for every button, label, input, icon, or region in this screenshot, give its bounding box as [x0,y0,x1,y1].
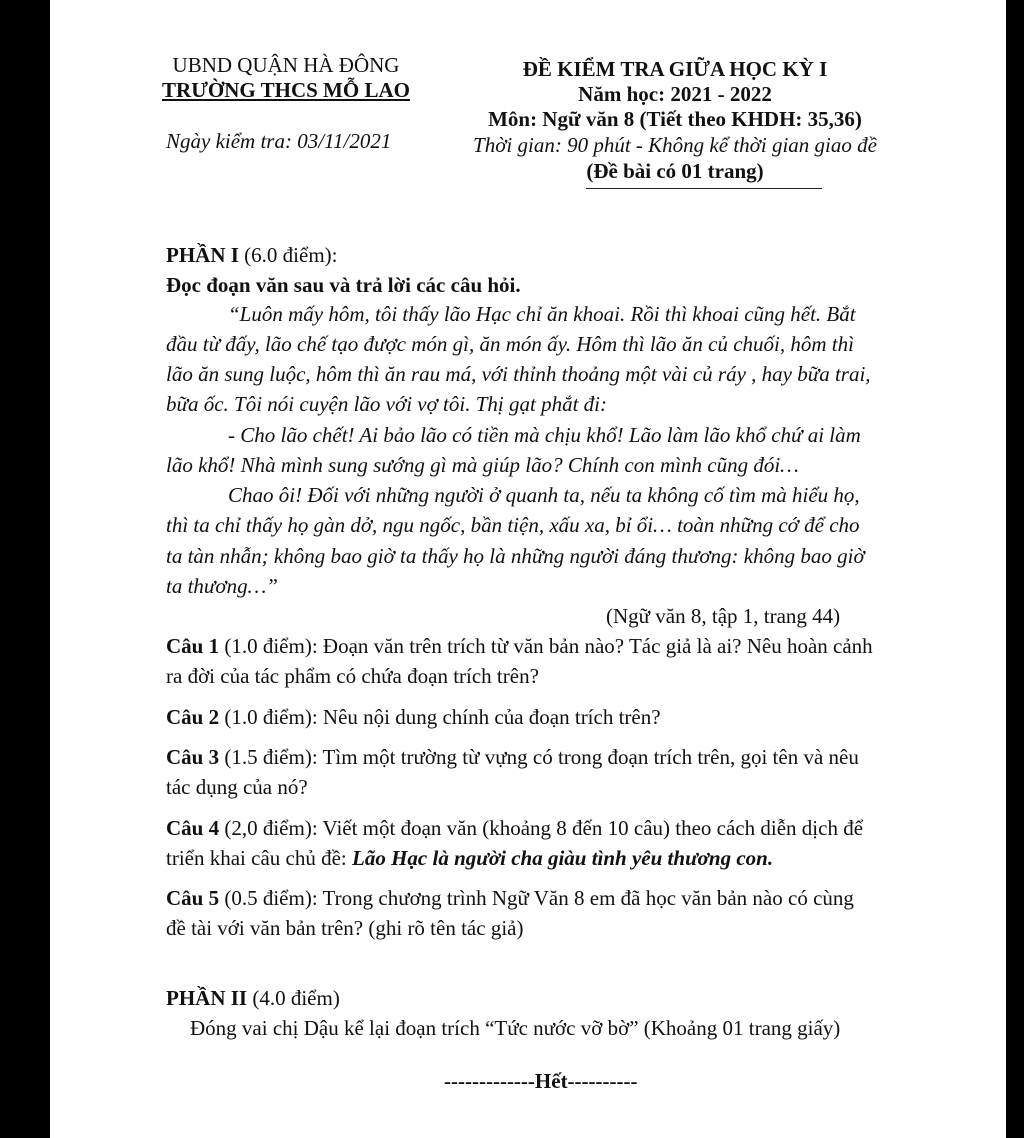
question-1 [166,631,873,661]
question-2-text: (1.0 điểm): Nêu nội dung chính của đoạn trích trên? [219,705,661,729]
header-rule [586,188,822,189]
question-4-label: Câu 4 [166,816,220,840]
passage-line: lão khổ! Nhà mình sung sướng gì mà giúp lão? Chính con mình cũng đói… [166,453,799,477]
part2-task: Đóng vai chị Dậu kể lại đoạn trích “Tức nước vỡ bờ” (Khoảng 01 trang giấy) [190,1016,841,1040]
question-5-text: (0.5 điểm): Trong chương trình Ngữ Văn 8 em đã học văn bản nào có cùng [219,886,854,910]
question-3-label: Câu 3 [166,745,220,769]
exam-date: Ngày kiểm tra: 03/11/2021 [166,129,392,153]
question-4-cont [166,843,773,873]
passage-line: lão ăn sung luộc, hôm thì ăn rau má, với thỉnh thoảng một vài củ ráy , hay bữa trai, [166,362,871,386]
part1-heading-points: (6.0 điểm): [238,243,338,267]
question-5 [166,883,854,913]
part2-heading [166,983,340,1013]
subject-line: Môn: Ngữ văn 8 (Tiết theo KHDH: 35,36) [488,107,862,131]
end-marker: -------------Hết---------- [444,1069,638,1093]
question-4-cont-text: triển khai câu chủ đề: [166,846,353,870]
duration-line: Thời gian: 90 phút - Không kể thời gian giao đề [473,133,877,157]
header-school: TRƯỜNG THCS MỖ LAO [162,78,410,102]
part1-heading [166,240,337,270]
passage-line: - Cho lão chết! Ai bảo lão có tiền mà chịu khổ! Lão làm lão khổ chứ ai làm [228,423,861,447]
question-1-cont: ra đời của tác phẩm có chứa đoạn trích trên? [166,664,539,688]
topic-sentence: Lão Hạc là người cha giàu tình yêu thương con. [352,846,774,870]
page-count: (Đề bài có 01 trang) [586,159,764,183]
passage-line: đầu từ đấy, lão chế tạo được món gì, ăn món ấy. Hôm thì lão ăn củ chuối, hôm thì [166,332,854,356]
passage-line: thì ta chỉ thấy họ gàn dở, ngu ngốc, bần tiện, xấu xa, bỉ ổi… toàn những cớ để cho [166,513,860,537]
question-3-cont: tác dụng của nó? [166,775,308,799]
header-authority: UBND QUẬN HÀ ĐÔNG [172,53,400,77]
passage-line: ta tàn nhẫn; không bao giờ ta thấy họ là những người đáng thương: không bao giờ [166,544,865,568]
part2-heading-points: (4.0 điểm) [247,986,340,1010]
question-4 [166,813,863,843]
exam-page [50,0,1006,1138]
question-4-text: (2,0 điểm): Viết một đoạn văn (khoảng 8 đến 10 câu) theo cách diễn dịch để [219,816,864,840]
question-2-label: Câu 2 [166,705,220,729]
passage-line: ta thương…” [166,574,278,598]
question-5-label: Câu 5 [166,886,220,910]
school-year: Năm học: 2021 - 2022 [578,82,772,106]
part2-heading-label: PHẦN II [166,986,248,1010]
question-3-text: (1.5 điểm): Tìm một trường từ vựng có trong đoạn trích trên, gọi tên và nêu [219,745,859,769]
passage-line: Chao ôi! Đối với những người ở quanh ta, nếu ta không cố tìm mà hiểu họ, [228,483,860,507]
passage-line: “Luôn mấy hôm, tôi thấy lão Hạc chỉ ăn khoai. Rồi thì khoai cũng hết. Bắt [228,302,856,326]
part1-instruction: Đọc đoạn văn sau và trả lời các câu hỏi. [166,273,521,297]
exam-title: ĐỀ KIỂM TRA GIỮA HỌC KỲ I [522,57,828,81]
question-2 [166,702,661,732]
passage-line: bữa ốc. Tôi nói cuyện lão với vợ tôi. Thị gạt phắt đi: [166,392,607,416]
question-5-cont: đề tài với văn bản trên? (ghi rõ tên tác giả) [166,916,524,940]
question-3 [166,742,859,772]
passage-source: (Ngữ văn 8, tập 1, trang 44) [606,604,841,628]
question-1-label: Câu 1 [166,634,220,658]
question-1-text: (1.0 điểm): Đoạn văn trên trích từ văn bản nào? Tác giả là ai? Nêu hoàn cảnh [219,634,873,658]
part1-heading-label: PHẦN I [166,243,239,267]
